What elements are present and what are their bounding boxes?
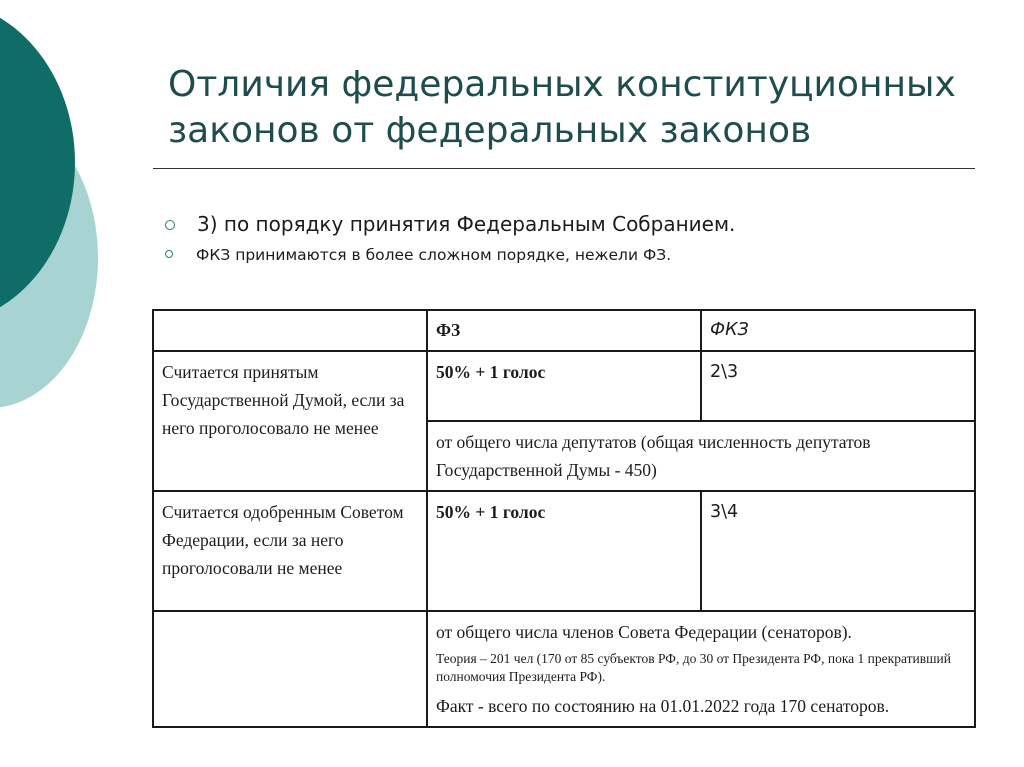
council-fact-text: Факт - всего по состоянию на 01.01.2022 года 170 сенаторов. (436, 696, 890, 716)
table-row-council-note (153, 611, 975, 727)
bullet-circle-icon (165, 250, 173, 258)
council-fkz-cell: 3\4 (701, 491, 975, 611)
header-cell-fkz: ФКЗ (701, 310, 975, 351)
table-row-council (153, 491, 975, 611)
title-line-2: законов от федеральных законов (168, 110, 812, 151)
header-cell-empty (153, 310, 427, 351)
council-label-cell: Считается одобренным Советом Федерации, если за него проголосовали не менее (153, 491, 427, 611)
council-fz-cell: 50% + 1 голос (427, 491, 701, 611)
duma-fz-cell: 50% + 1 голос (427, 351, 701, 421)
title-line-1: Отличия федеральных конституционных (168, 64, 956, 105)
bullet-text: ФКЗ принимаются в более сложном порядке, нежели ФЗ. (196, 246, 672, 264)
bullet-item (165, 208, 985, 240)
bullet-text: 3) по порядку принятия Федеральным Собранием. (197, 212, 736, 236)
bullet-list (165, 208, 985, 268)
comparison-table (152, 309, 976, 728)
slide-title (168, 62, 968, 154)
table-row-duma (153, 351, 975, 421)
bullet-circle-icon (165, 220, 175, 230)
header-cell-fz: ФЗ (427, 310, 701, 351)
duma-note-cell: от общего числа депутатов (общая численность депутатов Государственной Думы - 450) (427, 421, 975, 491)
duma-fkz-cell: 2\3 (701, 351, 975, 421)
title-divider (153, 168, 975, 169)
empty-cell (153, 611, 427, 727)
duma-label-cell: Считается принятым Государственной Думой, если за него проголосовало не менее (153, 351, 427, 491)
council-note-text: от общего числа членов Совета Федерации (сенаторов). (436, 622, 852, 642)
council-theory-text: Теория – 201 чел (170 от 85 субъектов РФ, до 30 от Президента РФ, пока 1 прекративший полномочия Президента РФ). (436, 651, 951, 684)
bullet-item (165, 242, 985, 268)
table-header-row (153, 310, 975, 351)
council-note-cell (427, 611, 975, 727)
